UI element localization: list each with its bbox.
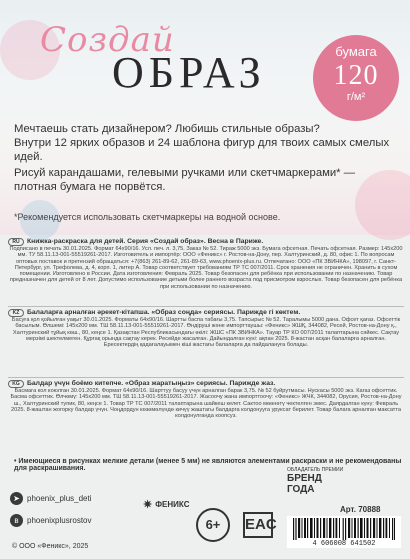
brand-award-line2: ГОДА	[287, 484, 315, 495]
vk-icon: в	[10, 514, 23, 527]
section-heading	[8, 309, 404, 317]
language-icon: KG	[8, 380, 24, 388]
paper-badge-value: 120	[333, 60, 379, 91]
intro-line: Внутри 12 ярких образов и 24 шаблона фигур для твоих самых смелых идей.	[14, 137, 390, 163]
publisher-logo	[143, 498, 189, 511]
telegram-icon: ➤	[10, 492, 23, 505]
copyright: © ООО «Феникс», 2025	[12, 543, 89, 550]
title-script: Создай	[40, 20, 175, 60]
article-number: Арт. 70888	[340, 505, 381, 514]
language-icon: KZ	[8, 309, 24, 317]
paper-badge-unit: г/м²	[346, 91, 366, 103]
section-heading-text: Балдар үчүн боёмо китепче. «Образ жаратыңыз» сериясы. Парижде жаз.	[27, 379, 276, 387]
section-kg	[8, 380, 404, 419]
brand-award-line1: БРЕНД	[287, 473, 322, 484]
section-body: Басуға қол қойылған уақыт 30.01.2025. Форматы 64х90/16. Шартты баспа табағы 3,75. Тапсырыс № 52. Таралымы 5000 дана. Офсет қағаз. Офсеттік басылым. Өлшемі: 145х200 мм. ТШ 58.11.13-001-55519261-2017. Өндіруші және импорттаушы: «Феникс» ЖШҚ, 344082, Ресей, Ростов-на-Дону қ., Халтуринский тұйық көш., 80, кеңсе 1. Қазақстан Республикасындағы өкілі: ЖШС «ПК ЗВИНКА». Тауар ТР КО 007/2011 талаптарына сәйкес. Сақтау мерзімі шектелмеген. Құрғақ орында сақтау керек. Ресейде жасалған. Дайындалған күні: ақпан 2025. 8-жастан асқан балаларға арналған. Ересектердің қадағалауымен кіші жастағы балаларға да пайдалануға болады.	[11, 317, 401, 349]
social-handle: phoenixplusrostov	[27, 516, 92, 525]
social-telegram[interactable]	[10, 492, 92, 505]
intro-line: Рисуй карандашами, гелевыми ручками или скетчмаркерами* —	[14, 167, 356, 179]
section-body: Подписано в печать 30.01.2025. Формат 64х90/16. Усл. печ. л. 3,75. Заказ № 52. Тираж 5000 экз. Бумага офсетная. Печать офсетная. Размер: 145х200 мм. ТУ 58.11.13-001-55519261-2017. Изготовитель и импортёр: ООО «Феникс» г. Ростов-на-Дону, пер. Халтуринский, д. 80, офис 1. По вопросам оптовых поставок и претензий обращаться: +7(863) 261-89-62, 261-89-63, www.phoenix-plus.ru. Отпечатано: ООО «ПК ЗВИНКА», 198097, г. Санкт-Петербург, ул. Трефолева, д. 4, корп. 1, литер А. Товар соответствует требованиям ТР ТС 007/2011. Срок хранения не ограничен. Хранить в сухом помещении. Изготовлено в России. Дата изготовления: Февраль 2025. Товар безопасен для ребёнка при использовании по назначению. Товар предназначен для детей от 8 лет. Допустимо использование детьми более раннего возраста под присмотром взрослых. Товар безопасен для ребёнка при использовании по назначению.	[9, 246, 403, 290]
section-heading	[8, 380, 404, 388]
age-rating: 6+	[196, 508, 230, 542]
paper-badge-label: бумага	[335, 44, 377, 59]
barcode-bars	[293, 518, 395, 540]
section-heading-text: Балаларға арналған әрекет-кітапша. «Образ соңда» сериясы. Парижде гі көктем.	[27, 308, 301, 316]
social-handle: phoenix_plus_deti	[27, 494, 92, 503]
language-icon: RU	[8, 238, 24, 246]
details-note: • Имеющиеся в рисунках мелкие детали (менее 5 мм) не являются элементами раскраски и не рекомендованы для раскрашивания.	[14, 458, 402, 472]
title-main: ОБРАЗ	[112, 48, 266, 97]
section-heading-text: Книжка-раскраска для детей. Серия «Создай образ». Весна в Париже.	[27, 237, 264, 245]
intro-text-2	[14, 166, 404, 194]
divider	[8, 377, 404, 378]
eac-mark: EAC	[243, 512, 273, 538]
section-kz	[8, 309, 404, 348]
brand-award	[287, 467, 345, 507]
marker-note: *Рекомендуется использовать скетчмаркеры на водной основе.	[14, 212, 281, 222]
intro-line: Мечтаешь стать дизайнером? Любишь стильные образы?	[14, 123, 320, 135]
divider	[8, 306, 404, 307]
paper-badge	[313, 35, 399, 121]
section-body: Басмага кол коюлган 30.01.2025. Формат 64х90/16. Шарттуу басуу үчүн арналган барак 3,75. № 52 буйрутмасы. Нускасы 5000 экз. Кагаз офсеттик. Басма офсеттик. Өлчөмү: 145х200 мм. ТШ 58.11.13-001-55519261-2017. Жасоочу жана импорттоочу: «Феникс» ЖЧК, 344082, Орусия, Ростов-на-Дону ш., Халтуринский тупик, 80, кеңсе 1. Товар ТР ТС 007/2011 талаптарына шайкеш келет. Сактоо мөөнөтү чектелген эмес. Даярдалган күнү: Февраль 2025. 8-жаштан жогорку балдар үчүн. Чоңдордун көзөмөлүндө кичүү жаштагы балдарга колдонууга уруксат берилет. Товар балага арналган максатта колдонулганда коопсуз.	[10, 388, 402, 420]
social-vk[interactable]	[10, 514, 91, 527]
publisher-name: ФЕНИКС	[155, 500, 190, 509]
barcode	[287, 516, 401, 548]
section-ru	[8, 238, 404, 290]
star-icon: ✷	[143, 499, 153, 511]
intro-text	[14, 122, 404, 164]
intro-line: плотная бумага не порвётся.	[14, 181, 166, 193]
brand-award-small: ОБЛАДАТЕЛЬ ПРЕМИИ	[287, 467, 344, 473]
barcode-number: 4 606008 641502	[312, 540, 376, 548]
section-heading	[8, 238, 404, 246]
